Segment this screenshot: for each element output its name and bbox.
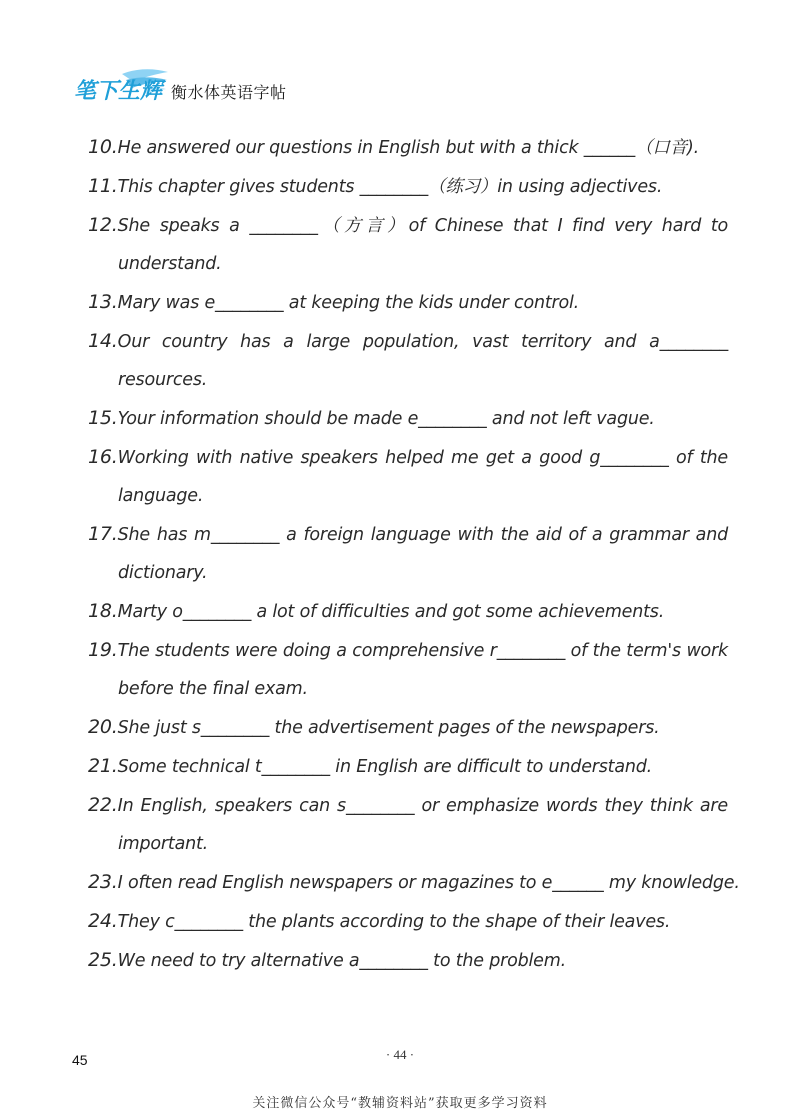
question-number: 25. bbox=[88, 949, 118, 971]
question-text: Our country has a large population, vast territory and a________ bbox=[117, 332, 728, 352]
question-text: She just s________ the advertisement pages of the newspapers. bbox=[117, 718, 660, 738]
question-item bbox=[88, 902, 728, 941]
svg-text:笔下生辉: 笔下生辉 bbox=[74, 79, 163, 104]
question-item bbox=[88, 515, 728, 592]
question-item bbox=[88, 708, 728, 747]
question-continuation: resources. bbox=[118, 370, 208, 390]
question-item bbox=[88, 592, 728, 631]
question-text: Your information should be made e________ and not left vague. bbox=[117, 409, 655, 429]
question-number: 10. bbox=[88, 136, 118, 158]
question-continuation: dictionary. bbox=[118, 563, 208, 583]
question-item bbox=[88, 438, 728, 515]
brand-logo bbox=[74, 68, 169, 108]
question-text: I often read English newspapers or magazines to e______ my knowledge. bbox=[117, 873, 740, 893]
page-number-left: 45 bbox=[72, 1052, 88, 1068]
question-number: 14. bbox=[88, 330, 118, 352]
question-text: Working with native speakers helped me get a good g________ of the bbox=[117, 448, 728, 468]
question-number: 18. bbox=[88, 600, 118, 622]
question-text: Mary was e________ at keeping the kids under control. bbox=[117, 293, 580, 313]
footer-note: 关注微信公众号“教辅资料站”获取更多学习资料 bbox=[252, 1096, 548, 1111]
question-continuation: language. bbox=[118, 486, 204, 506]
page-header bbox=[74, 68, 374, 108]
question-text: She has m________ a foreign language with the aid of a grammar and bbox=[117, 525, 728, 545]
question-item bbox=[88, 863, 740, 902]
question-continuation: important. bbox=[118, 834, 209, 854]
question-number: 21. bbox=[88, 755, 118, 777]
question-number: 15. bbox=[88, 407, 118, 429]
question-item bbox=[88, 322, 728, 399]
question-text: Some technical t________ in English are difficult to understand. bbox=[117, 757, 653, 777]
question-item bbox=[88, 128, 728, 167]
question-item bbox=[88, 283, 728, 322]
question-continuation: understand. bbox=[118, 254, 222, 274]
header-title: 衡水体英语字帖 bbox=[171, 83, 287, 102]
question-number: 11. bbox=[88, 175, 118, 197]
question-number: 23. bbox=[88, 871, 118, 893]
question-item bbox=[88, 786, 728, 863]
question-text: This chapter gives students ________（练习）in using adjectives. bbox=[117, 177, 663, 197]
question-text: In English, speakers can s________ or emphasize words they think are bbox=[117, 796, 728, 816]
question-number: 19. bbox=[88, 639, 118, 661]
question-text: He answered our questions in English but with a thick ______（口音). bbox=[117, 138, 699, 158]
question-item bbox=[88, 206, 728, 283]
question-list bbox=[88, 128, 740, 980]
question-text: They c________ the plants according to the shape of their leaves. bbox=[117, 912, 671, 932]
question-item bbox=[88, 941, 728, 980]
question-number: 22. bbox=[88, 794, 118, 816]
question-item bbox=[88, 631, 728, 708]
question-number: 24. bbox=[88, 910, 118, 932]
question-item bbox=[88, 399, 728, 438]
question-number: 16. bbox=[88, 446, 118, 468]
question-number: 20. bbox=[88, 716, 118, 738]
question-text: The students were doing a comprehensive r________ of the term's work bbox=[117, 641, 728, 661]
question-text: She speaks a ________（方言）of Chinese that I find very hard to bbox=[117, 216, 728, 236]
question-number: 12. bbox=[88, 214, 118, 236]
question-text: We need to try alternative a________ to the problem. bbox=[117, 951, 566, 971]
question-number: 17. bbox=[88, 523, 118, 545]
question-item bbox=[88, 167, 728, 206]
question-number: 13. bbox=[88, 291, 118, 313]
question-item bbox=[88, 747, 728, 786]
page-number-center: · 44 · bbox=[385, 1047, 415, 1062]
question-text: Marty o________ a lot of difficulties and got some achievements. bbox=[117, 602, 665, 622]
question-continuation: before the final exam. bbox=[118, 679, 308, 699]
